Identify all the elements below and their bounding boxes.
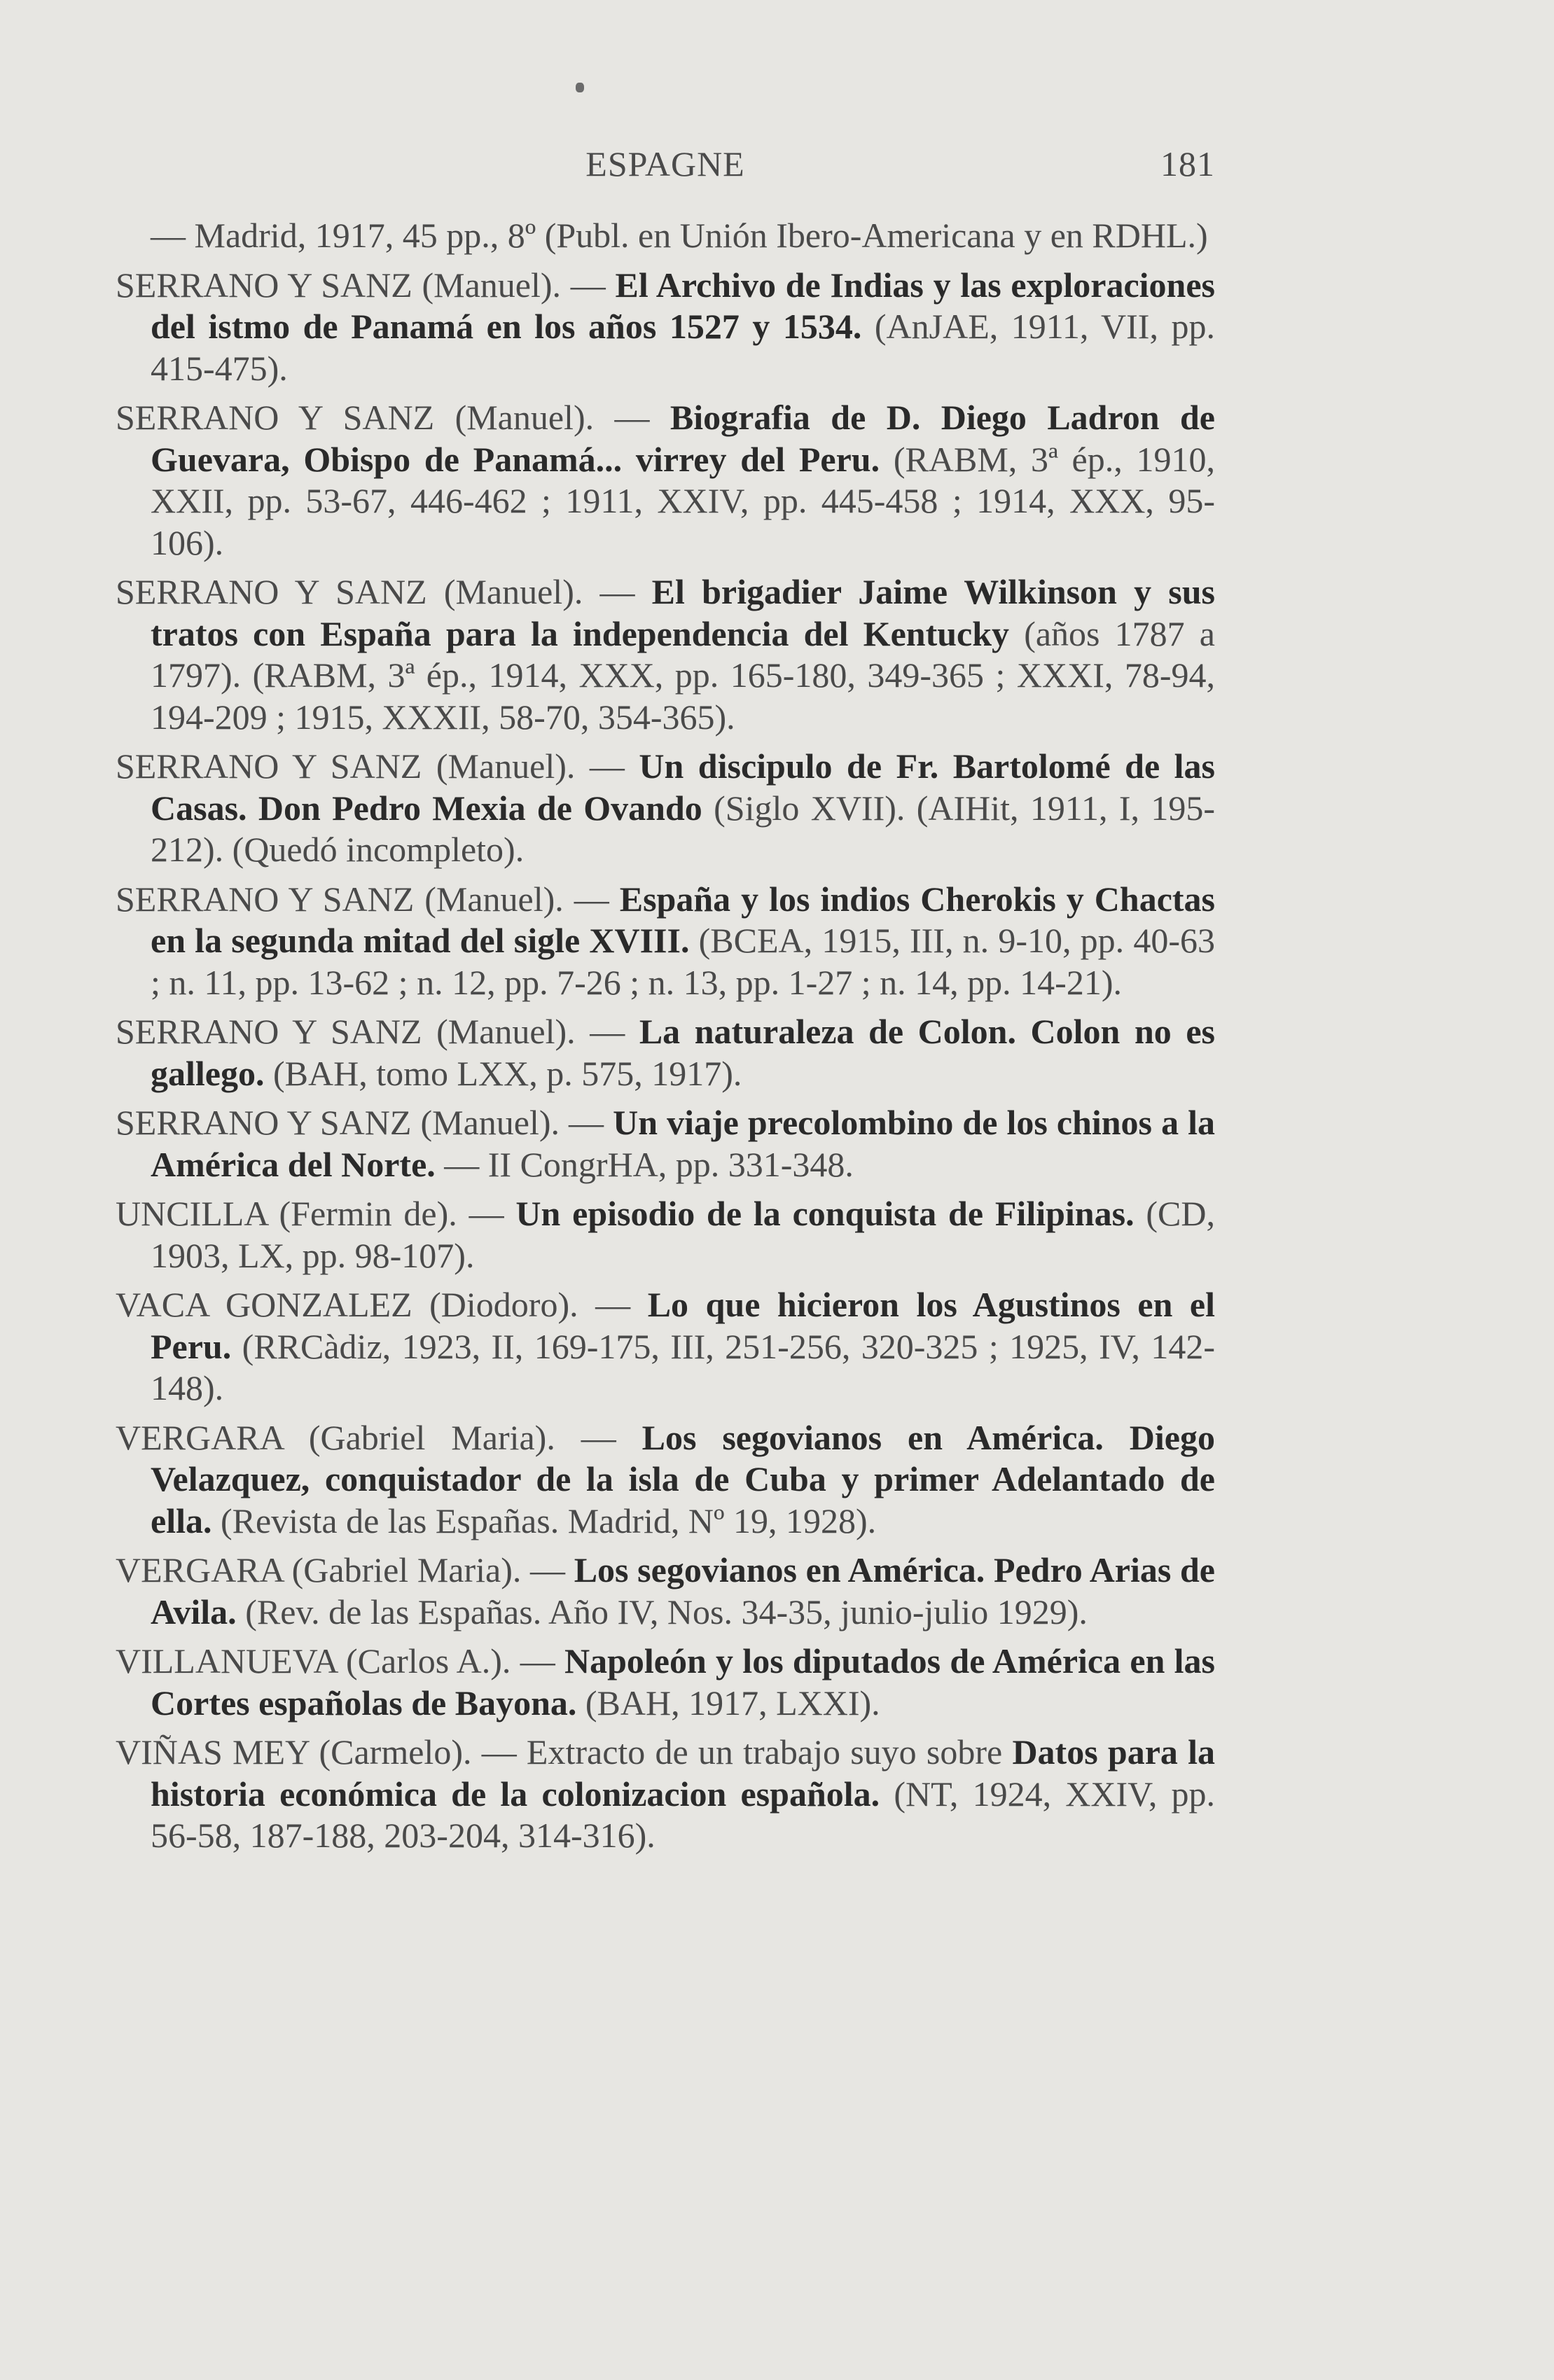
entry-author: UNCILLA (Fermin de). —	[116, 1194, 516, 1233]
bibliography-entry	[116, 1193, 1215, 1276]
entry-author: SERRANO Y SANZ (Manuel). —	[116, 746, 639, 786]
bibliography-entry	[116, 571, 1215, 738]
entry-reference: (Rev. de las Españas. Año IV, Nos. 34-35, junio-julio 1929).	[236, 1592, 1088, 1631]
entry-title: Un discipulo de Fr. Bartolomé de las Casas. Don Pedro Mexia de Ovando	[151, 746, 1215, 828]
entry-author: SERRANO Y SANZ (Manuel). —	[116, 398, 670, 437]
entry-reference: (Siglo XVII). (AIHit, 1911, I, 195-212). (Quedó incompleto).	[151, 788, 1215, 869]
entry-title: Datos para la historia económica de la colonizacion española.	[151, 1732, 1216, 1814]
bibliography-entry	[116, 1732, 1215, 1857]
entry-author: SERRANO Y SANZ (Manuel). —	[116, 572, 652, 611]
bibliography-entry	[116, 1102, 1215, 1185]
entry-reference: (RABM, 3ª ép., 1910, XXII, pp. 53-67, 446-462 ; 1911, XXIV, pp. 445-458 ; 1914, XXX, 95-106).	[151, 439, 1215, 562]
bibliography-entry	[116, 397, 1215, 564]
entry-title: Un episodio de la conquista de Filipinas.	[515, 1194, 1135, 1233]
entry-title: La naturaleza de Colon. Colon no es gallego.	[151, 1012, 1215, 1093]
entry-author: VIÑAS MEY (Carmelo). — Extracto de un trabajo suyo sobre	[116, 1732, 1013, 1772]
entry-reference: (BAH, tomo LXX, p. 575, 1917).	[264, 1053, 742, 1093]
entry-reference: (NT, 1924, XXIV, pp. 56-58, 187-188, 203-204, 314-316).	[151, 1774, 1216, 1855]
entry-title: Los segovianos en América. Diego Velazquez, conquistador de la isla de Cuba y primer Adelantado de ella.	[151, 1417, 1215, 1540]
entry-reference: (BCEA, 1915, III, n. 9-10, pp. 40-63 ; n. 11, pp. 13-62 ; n. 12, pp. 7-26 ; n. 13, pp. 1-27 ; n. 14, pp. 14-21).	[151, 921, 1215, 1002]
ink-speck	[576, 83, 584, 92]
bibliography-entry	[116, 1417, 1215, 1543]
entry-author: VERGARA (Gabriel Maria). —	[116, 1550, 574, 1589]
bibliography-entry	[116, 1550, 1215, 1633]
entry-title: Lo que hicieron los Agustinos en el Peru.	[151, 1285, 1215, 1366]
bibliography-entry	[116, 879, 1215, 1004]
entry-author: SERRANO Y SANZ (Manuel). —	[116, 1012, 639, 1051]
bibliography-list	[116, 215, 1215, 1865]
page-header-title: ESPAGNE	[585, 144, 745, 183]
entry-author: SERRANO Y SANZ (Manuel). —	[116, 1103, 613, 1142]
bibliography-entry	[116, 265, 1215, 390]
bibliography-entry	[116, 1011, 1215, 1094]
bibliography-entry-continuation	[116, 215, 1215, 257]
entry-reference: (Revista de las Españas. Madrid, Nº 19, 1928).	[211, 1501, 877, 1540]
entry-title: El Archivo de Indias y las exploraciones del istmo de Panamá en los años 1527 y 1534.	[151, 265, 1216, 346]
bibliography-entry	[116, 1641, 1215, 1724]
entry-author: SERRANO Y SANZ (Manuel). —	[116, 879, 620, 919]
entry-author: VACA GONZALEZ (Diodoro). —	[116, 1285, 648, 1324]
entry-title: El brigadier Jaime Wilkinson y sus tratos con España para la independencia del Kentucky	[151, 572, 1215, 653]
entry-title: Los segovianos en América. Pedro Arias de Avila.	[151, 1550, 1216, 1631]
entry-reference: (BAH, 1917, LXXI).	[576, 1683, 880, 1723]
entry-text: — Madrid, 1917, 45 pp., 8º (Publ. en Unión Ibero-Americana y en RDHL.)	[151, 216, 1208, 255]
entry-title: Napoleón y los diputados de América en las Cortes españolas de Bayona.	[151, 1641, 1215, 1723]
entry-reference: — II CongrHA, pp. 331-348.	[435, 1144, 854, 1184]
entry-reference: (AnJAE, 1911, VII, pp. 415-475).	[151, 307, 1215, 388]
entry-title: Biografia de D. Diego Ladron de Guevara, Obispo de Panamá... virrey del Peru.	[151, 398, 1215, 479]
entry-author: VILLANUEVA (Carlos A.). —	[116, 1641, 564, 1680]
entry-title: Un viaje precolombino de los chinos a la América del Norte.	[151, 1103, 1215, 1184]
bibliography-entry	[116, 746, 1215, 871]
bibliography-entry	[116, 1284, 1215, 1410]
entry-author: VERGARA (Gabriel Maria). —	[116, 1417, 642, 1457]
entry-title: España y los indios Cherokis y Chactas en la segunda mitad del sigle XVIII.	[151, 879, 1215, 960]
running-head	[116, 144, 1215, 193]
entry-author: SERRANO Y SANZ (Manuel). —	[116, 265, 616, 305]
entry-reference: (RRCàdiz, 1923, II, 169-175, III, 251-256, 320-325 ; 1925, IV, 142-148).	[151, 1326, 1215, 1407]
entry-reference: (CD, 1903, LX, pp. 98-107).	[151, 1194, 1216, 1275]
entry-reference: (años 1787 a 1797). (RABM, 3ª ép., 1914, XXX, pp. 165-180, 349-365 ; XXXI, 78-94, 194-209 ; 1915, XXXII, 58-70, 354-365).	[151, 613, 1216, 737]
page-number: 181	[1160, 144, 1215, 183]
